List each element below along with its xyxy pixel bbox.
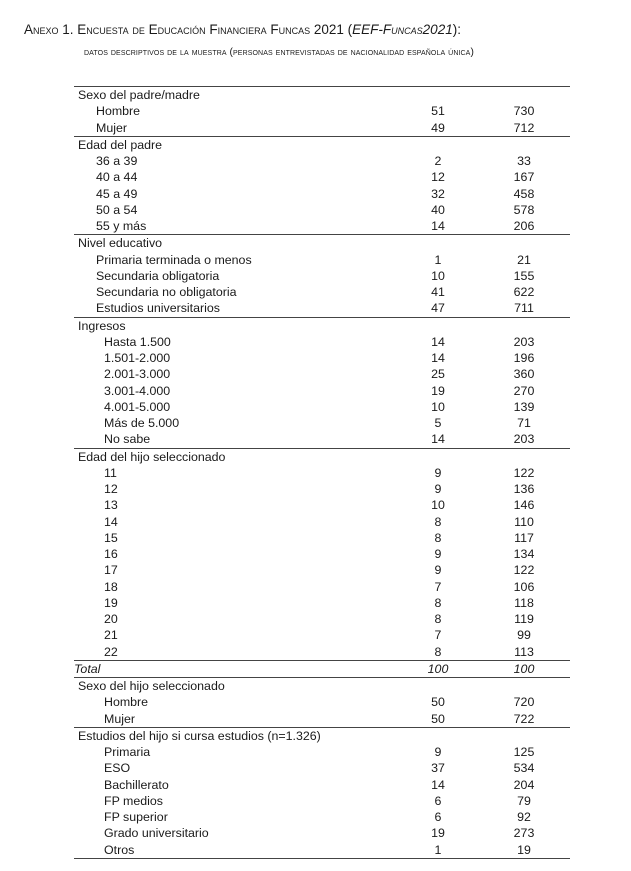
row-label: 45 a 49	[96, 186, 138, 201]
table-row	[74, 562, 570, 578]
row-n: 203	[513, 334, 535, 349]
row-pct: 47	[431, 301, 445, 316]
row-n: 113	[514, 644, 534, 659]
row-n: 71	[517, 416, 531, 430]
row-n: 711	[514, 301, 534, 316]
table-row	[74, 431, 570, 447]
title-suffix: ):	[452, 22, 461, 37]
row-label: Hombre	[104, 695, 149, 710]
table-row	[74, 252, 570, 268]
row-n: 92	[517, 810, 531, 824]
table-row	[74, 793, 570, 809]
total-pct: 100	[427, 661, 449, 676]
section-header	[74, 136, 570, 153]
row-pct: 10	[431, 498, 445, 513]
row-n: 134	[513, 547, 535, 561]
row-pct: 37	[431, 761, 445, 776]
row-label: Hombre	[96, 104, 141, 119]
row-n: 196	[513, 351, 535, 365]
table-row	[74, 399, 570, 415]
row-label: 20	[104, 612, 118, 626]
row-label: Bachillerato	[104, 777, 169, 792]
row-label: 18	[104, 579, 118, 594]
row-pct: 40	[431, 202, 445, 217]
row-n: 110	[514, 514, 534, 529]
row-pct: 9	[434, 563, 442, 578]
row-label: 3.001-4.000	[104, 383, 171, 398]
total-n: 100	[513, 661, 535, 676]
table-row	[74, 627, 570, 643]
row-pct: 8	[434, 530, 442, 545]
row-n: 99	[517, 628, 531, 643]
row-n: 167	[513, 170, 535, 185]
total-row	[74, 660, 570, 677]
row-label: Primaria	[104, 745, 151, 759]
row-pct: 12	[431, 170, 445, 185]
table-row	[74, 202, 570, 218]
row-n: 622	[513, 285, 535, 299]
row-label: 15	[104, 530, 118, 545]
row-n: 19	[517, 842, 531, 857]
row-n: 139	[513, 399, 535, 414]
row-n: 79	[517, 793, 531, 808]
total-label: Total	[74, 661, 101, 676]
table-row	[74, 284, 570, 300]
table-row	[74, 497, 570, 513]
row-label: Secundaria no obligatoria	[96, 285, 237, 299]
table-row	[74, 777, 570, 793]
title-emphasis: EEF-Funcas2021	[352, 22, 453, 37]
section-header	[74, 86, 570, 103]
section-title: Edad del hijo seleccionado	[78, 449, 226, 464]
table-row	[74, 465, 570, 481]
row-label: ESO	[104, 761, 131, 776]
row-pct: 8	[434, 514, 442, 529]
row-pct: 9	[434, 745, 442, 759]
row-label: 4.001-5.000	[104, 399, 171, 414]
row-n: 125	[513, 745, 535, 759]
title-prefix: Anexo 1. Encuesta de Educación Financiera Funcas 2021 (	[24, 22, 353, 37]
section-title: Sexo del hijo seleccionado	[78, 679, 225, 693]
table-row	[74, 334, 570, 350]
row-label: Hasta 1.500	[104, 334, 171, 349]
table-row	[74, 579, 570, 595]
row-pct: 9	[434, 547, 442, 561]
table-row	[74, 825, 570, 841]
row-n: 720	[513, 695, 535, 710]
row-pct: 9	[434, 465, 442, 480]
row-pct: 8	[434, 612, 442, 626]
row-label: No sabe	[104, 432, 151, 447]
row-n: 119	[514, 612, 534, 626]
row-pct: 14	[431, 777, 445, 792]
section-header	[74, 234, 570, 251]
row-pct: 7	[434, 579, 442, 594]
row-n: 204	[513, 777, 535, 792]
document-title	[24, 22, 461, 37]
row-label: 17	[104, 563, 118, 578]
row-pct: 41	[431, 285, 445, 299]
table-row	[74, 611, 570, 627]
row-n: 106	[513, 579, 535, 594]
row-pct: 49	[431, 120, 445, 135]
row-n: 33	[517, 154, 531, 168]
table-row	[74, 694, 570, 710]
row-label: 21	[104, 628, 118, 643]
table-row	[74, 711, 570, 727]
row-pct: 14	[431, 432, 445, 447]
row-n: 155	[513, 268, 535, 283]
table-row	[74, 546, 570, 562]
row-pct: 19	[431, 826, 445, 841]
table-row	[74, 530, 570, 546]
row-pct: 19	[431, 383, 445, 398]
table-row	[74, 218, 570, 234]
table-row	[74, 809, 570, 825]
row-label: 16	[104, 547, 118, 561]
row-pct: 9	[434, 482, 442, 496]
row-label: 1.501-2.000	[104, 351, 171, 365]
row-label: 12	[104, 482, 118, 496]
table-row	[74, 268, 570, 284]
row-pct: 5	[434, 416, 442, 430]
row-pct: 2	[434, 154, 442, 168]
descriptive-table	[74, 86, 570, 859]
row-pct: 25	[431, 367, 445, 382]
row-pct: 6	[434, 810, 442, 824]
row-label: FP medios	[104, 793, 163, 808]
row-label: 22	[104, 644, 118, 659]
row-n: 730	[513, 104, 535, 119]
section-title: Ingresos	[78, 318, 126, 333]
row-n: 273	[513, 826, 535, 841]
table-row	[74, 595, 570, 611]
table-row	[74, 383, 570, 399]
section-header	[74, 448, 570, 465]
section-header	[74, 317, 570, 334]
table-row	[74, 760, 570, 776]
row-label: Grado universitario	[104, 826, 209, 841]
row-label: Más de 5.000	[104, 416, 180, 430]
table-row	[74, 153, 570, 169]
row-label: FP superior	[104, 810, 168, 824]
row-n: 578	[513, 202, 535, 217]
row-n: 136	[513, 482, 535, 496]
row-pct: 50	[431, 695, 445, 710]
row-label: 55 y más	[96, 219, 147, 233]
row-label: Mujer	[96, 120, 127, 135]
row-label: Secundaria obligatoria	[96, 268, 220, 283]
row-n: 534	[513, 761, 535, 776]
row-n: 712	[513, 120, 535, 135]
row-pct: 8	[434, 644, 442, 659]
row-pct: 14	[431, 334, 445, 349]
row-n: 118	[514, 595, 534, 610]
table-row	[74, 514, 570, 530]
section-title: Edad del padre	[78, 137, 163, 152]
table-row	[74, 169, 570, 185]
row-n: 146	[513, 498, 535, 513]
row-pct: 8	[434, 595, 442, 610]
row-label: 2.001-3.000	[104, 367, 171, 382]
row-n: 122	[513, 465, 535, 480]
table-row	[74, 744, 570, 760]
row-n: 458	[513, 186, 535, 201]
row-pct: 51	[431, 104, 445, 119]
table-row	[74, 415, 570, 431]
table-row	[74, 300, 570, 316]
row-pct: 10	[431, 399, 445, 414]
row-label: 11	[104, 465, 117, 480]
row-label: 36 a 39	[96, 154, 138, 168]
row-label: 14	[104, 514, 118, 529]
row-label: Otros	[104, 842, 135, 857]
row-label: 13	[104, 498, 118, 513]
table-row	[74, 366, 570, 382]
table-row	[74, 842, 570, 859]
document-subtitle: datos descriptivos de la muestra (personas entrevistadas de nacionalidad española única)	[84, 47, 474, 58]
row-pct: 32	[431, 186, 445, 201]
section-header	[74, 677, 570, 694]
row-n: 203	[513, 432, 535, 447]
section-title: Estudios del hijo si cursa estudios (n=1.326)	[78, 728, 321, 743]
row-pct: 6	[434, 793, 442, 808]
row-pct: 10	[431, 268, 445, 283]
table-row	[74, 350, 570, 366]
table-row	[74, 186, 570, 202]
row-pct: 1	[434, 842, 442, 857]
row-n: 206	[513, 219, 535, 233]
row-label: Estudios universitarios	[96, 301, 220, 316]
row-label: 50 a 54	[96, 202, 138, 217]
row-pct: 50	[431, 711, 445, 726]
table-row	[74, 103, 570, 119]
row-pct: 7	[434, 628, 442, 643]
section-title: Nivel educativo	[78, 236, 163, 251]
row-pct: 14	[431, 351, 445, 365]
table-row	[74, 644, 570, 660]
row-pct: 1	[434, 252, 442, 267]
row-label: 19	[104, 595, 118, 610]
row-label: Mujer	[104, 711, 135, 726]
row-label: 40 a 44	[96, 170, 138, 185]
row-label: Primaria terminada o menos	[96, 252, 252, 267]
row-n: 722	[513, 711, 535, 726]
row-n: 122	[513, 563, 535, 578]
row-n: 117	[514, 530, 534, 545]
row-n: 21	[517, 252, 531, 267]
row-n: 270	[513, 383, 535, 398]
section-header	[74, 727, 570, 744]
table-row	[74, 120, 570, 136]
section-title: Sexo del padre/madre	[78, 88, 200, 102]
row-n: 360	[513, 367, 535, 382]
row-pct: 14	[431, 219, 445, 233]
table-row	[74, 481, 570, 497]
